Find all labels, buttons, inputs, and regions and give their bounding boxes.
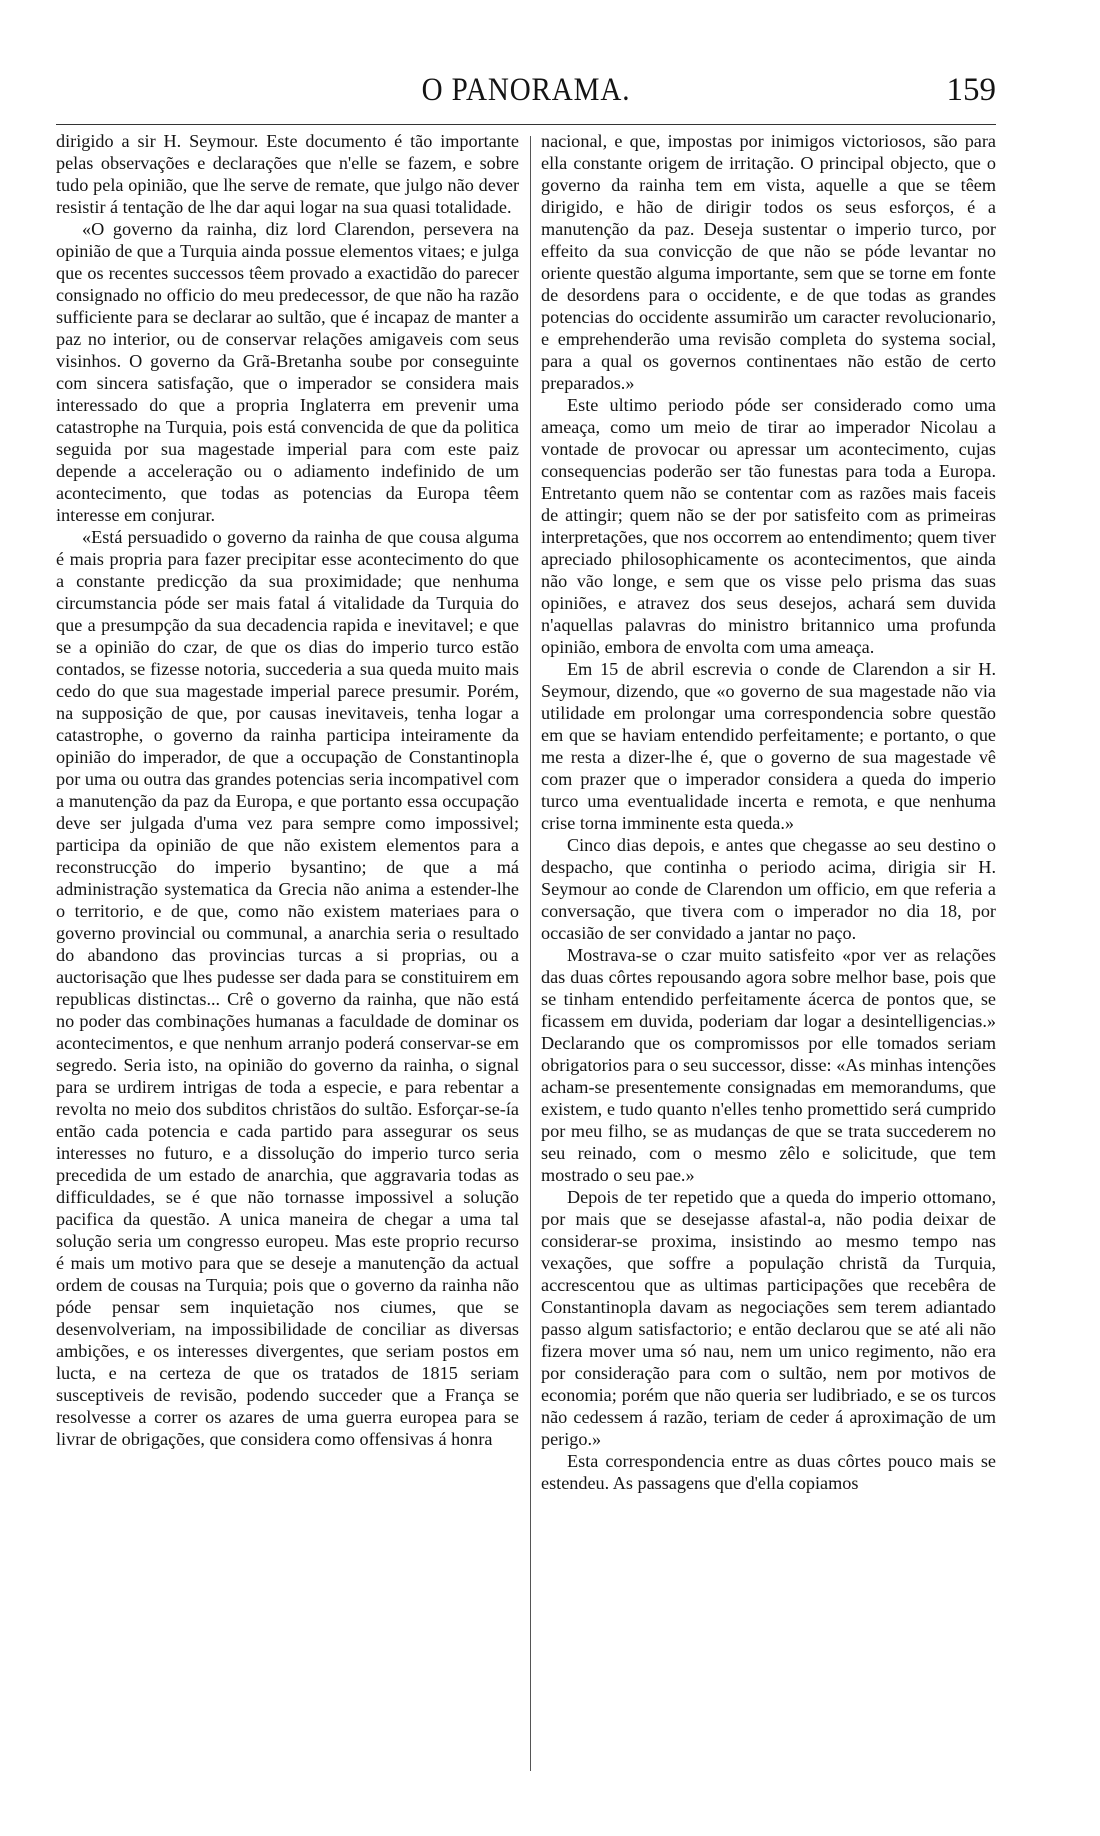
right-column	[541, 130, 996, 1780]
paragraph: Em 15 de abril escrevia o conde de Clarendon a sir H. Seymour, dizendo, que «o governo de sua magestade não via utilidade em prolongar uma correspondencia sobre questão em que se haviam entendido perfeitamente; e portanto, o que me resta a dizer-lhe é, que o governo de sua magestade vê com prazer que o imperador considera a queda do imperio turco uma eventualidade incerta e remota, e que nenhuma crise torna imminente esta queda.»	[541, 659, 996, 833]
paragraph: Este ultimo periodo póde ser considerado como uma ameaça, como um meio de tirar ao imperador Nicolau a vontade de provocar ou apressar um acontecimento, cujas consequencias poderão ser tão funestas para toda a Europa. Entretanto quem não se contentar com as razões mais faceis de attingir; quem não se der por satisfeito com as primeiras interpretações, que nos occorrem ao entendimento; quem tiver apreciado philosophicamente os acontecimentos, que ainda não vão longe, e sem que os visse pelo prisma das suas opiniões, e atravez dos seus desejos, achará sem duvida n'aquellas palavras do ministro britannico uma profunda opinião, embora de envolta com uma ameaça.	[541, 395, 996, 657]
paragraph: Esta correspondencia entre as duas côrtes pouco mais se estendeu. As passagens que d'ella copiamos	[541, 1451, 996, 1493]
header-rule	[56, 124, 996, 125]
paragraph: dirigido a sir H. Seymour. Este documento é tão importante pelas observações e declarações que n'elle se fazem, e sobre tudo pela opinião, que lhe serve de remate, que julgo não dever resistir á tentação de lhe dar aqui logar na sua quasi totalidade.	[56, 131, 519, 217]
page-number: 159	[946, 72, 996, 108]
paragraph: Cinco dias depois, e antes que chegasse ao seu destino o despacho, que continha o periodo acima, dirigia sir H. Seymour ao conde de Clarendon um officio, em que referia a conversação, que tivera com o imperador no dia 18, por occasião de ser convidado a jantar no paço.	[541, 835, 996, 943]
paragraph: «Está persuadido o governo da rainha de que cousa alguma é mais propria para fazer precipitar esse acontecimento do que a constante predicção da sua proximidade; que nenhuma circumstancia póde ser mais fatal á vitalidade da Turquia do que a presumpção da sua decadencia rapida e inevitavel; e que se a opinião do czar, de que os dias do imperio turco estão contados, se fizesse notoria, succederia a sua queda muito mais cedo do que sua magestade imperial parece presumir. Porém, na supposição de que, por causas inevitaveis, tenha logar a catastrophe, o governo da rainha participa inteiramente da opinião do imperador, de que a occupação de Constantinopla por uma ou outra das grandes potencias seria incompativel com a manutenção da paz da Europa, e que portanto essa occupação deve ser julgada d'uma vez para sempre como impossivel; participa da opinião de que não existem elementos para a reconstrucção do imperio bysantino; de que a má administração systematica da Grecia não anima a estender-lhe o territorio, e de que, como não existem materiaes para o governo provincial ou communal, a anarchia seria o resultado do abandono das provincias turcas a si proprias, ou a auctorisação que lhes pudesse ser dada para se constituirem em republicas distinctas... Crê o governo da rainha, que não está no poder das combinações humanas a faculdade de dominar os acontecimentos, e que nenhum arranjo poderá conservar-se em segredo. Seria isto, na opinião do governo da rainha, o signal para se urdirem intrigas de toda a especie, e para rebentar a revolta no meio dos subditos christãos do sultão. Esforçar-se-ía então cada potencia e cada partido para assegurar os seus interesses no futuro, e a dissolução do imperio turco seria precedida de um estado de anarchia, que aggravaria todas as difficuldades, se é que não tornasse impossivel a solução pacifica da questão. A unica maneira de chegar a uma tal solução seria um congresso europeu. Mas este proprio recurso é mais um motivo para que se deseje a manutenção da actual ordem de cousas na Turquia; pois que o governo da rainha não póde pensar sem inquietação nos ciumes, que se desenvolveriam, na impossibilidade de conciliar as diversas ambições, e os interesses divergentes, que seriam postos em lucta, e na certeza de que os tratados de 1815 seriam susceptiveis de revisão, podendo succeder que a França se resolvesse a correr os azares de uma guerra europea para se livrar de obrigações, que considera como offensivas á honra	[56, 527, 519, 1449]
left-column	[56, 130, 519, 1780]
paragraph: nacional, e que, impostas por inimigos victoriosos, são para ella constante origem de irritação. O principal objecto, que o governo da rainha tem em vista, aquelle a que se têem dirigido, e hão de dirigir todos os seus esforços, é a manutenção da paz. Deseja sustentar o imperio turco, por effeito da sua convicção de que não se póde levantar no oriente questão alguma importante, sem que se torne em fonte de desordens para o occidente, e de que todas as grandes potencias do occidente assumirão um caracter revolucionario, e emprehenderão uma revisão completa do systema social, para a qual os governos continentaes não estão de certo preparados.»	[541, 131, 996, 393]
paragraph: «O governo da rainha, diz lord Clarendon, persevera na opinião de que a Turquia ainda possue elementos vitaes; e julga que os recentes successos têem provado a exactidão do parecer consignado no officio do meu predecessor, de que não ha razão sufficiente para se declarar ao sultão, que é incapaz de manter a paz no interior, ou de conservar relações amigaveis com seus visinhos. O governo da Grã-Bretanha soube por conseguinte com sincera satisfação, que o imperador se considera mais interessado do que a propria Inglaterra em prevenir uma catastrophe na Turquia, pois está convencida de que da politica seguida por sua magestade imperial para com este paiz depende a acceleração ou o adiamento indefinido de um acontecimento, que todas as potencias da Europa têem interesse em conjurar.	[56, 219, 519, 525]
paragraph: Mostrava-se o czar muito satisfeito «por ver as relações das duas côrtes repousando agora sobre melhor base, pois que se tinham entendido perfeitamente ácerca de pontos que, se ficassem em duvida, poderiam dar logar a desintelligencias.» Declarando que os compromissos por elle tomados seriam obrigatorios para o seu successor, disse: «As minhas intenções acham-se presentemente consignadas em memorandums, que existem, e tudo quanto n'elles tenho promettido será cumprido por meu filho, se as mudanças de que se trata succederem no seu reinado, com o mesmo zêlo e solicitude, que tem mostrado o seu pae.»	[541, 945, 996, 1185]
column-divider	[530, 136, 531, 1771]
paragraph: Depois de ter repetido que a queda do imperio ottomano, por mais que se desejasse afastal-a, não podia deixar de considerar-se proxima, insistindo ao mesmo tempo nas vexações, que soffre a população christã da Turquia, accrescentou que as ultimas participações que recebêra de Constantinopla davam as negociações sem terem adiantado passo algum satisfactorio; e então declarou que se até ali não fizera mover uma só nau, nem um unico regimento, não era por consideração para com o sultão, nem por motivos de economia; porém que não queria ser ludibriado, e se os turcos não cedessem á razão, teriam de ceder á aproximação de um perigo.»	[541, 1187, 996, 1449]
masthead-title: O PANORAMA.	[421, 72, 631, 108]
page-header	[56, 70, 996, 120]
